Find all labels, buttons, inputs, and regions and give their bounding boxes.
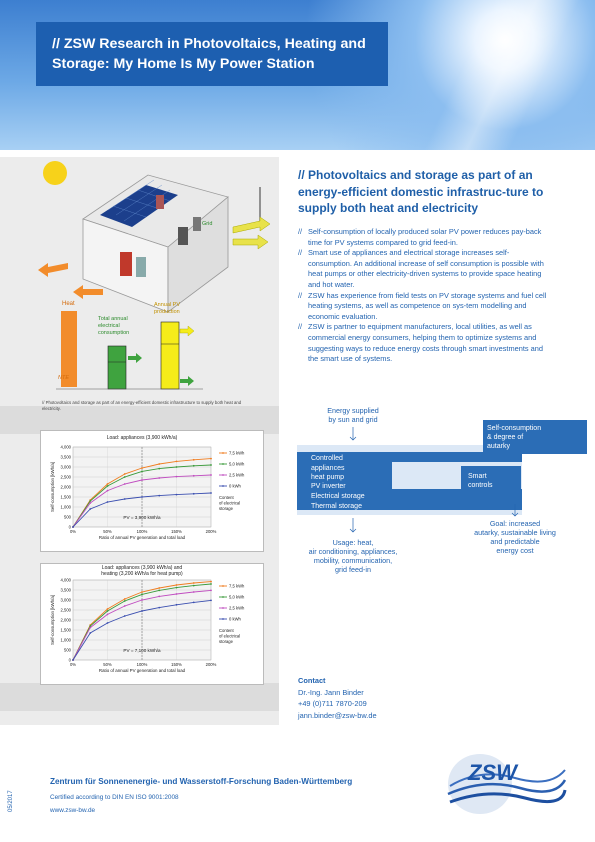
data-point (141, 594, 143, 596)
legend-label: 0 kWh (229, 616, 241, 622)
chart-2 (40, 563, 264, 685)
y-tick-label: 1,500 (60, 494, 71, 500)
legend-label: 0 kWh (229, 483, 241, 489)
data-point (158, 468, 160, 470)
usage-text-2: air conditioning, appliances, (308, 547, 398, 556)
y-tick-label: 0 (68, 657, 71, 663)
data-point (72, 659, 74, 661)
data-point (158, 495, 160, 497)
x-tick-label: 50% (103, 662, 112, 667)
x-tick-label: 0% (69, 662, 77, 667)
y-tick-label: 3,000 (60, 464, 71, 470)
y-axis-label: Self-consumption [kWh/a] (50, 594, 55, 646)
footer-web[interactable]: www.zsw-bw.de (50, 807, 96, 814)
house-illustration (28, 157, 279, 395)
x-tick-label: 0% (69, 529, 77, 534)
legend-label: 7,5 kWh (229, 450, 245, 456)
stripe (0, 683, 279, 711)
data-point (141, 467, 143, 469)
data-point (89, 627, 91, 629)
chart-1 (40, 430, 264, 552)
data-point (176, 584, 178, 586)
goal-text-2: autarky, sustainable living (474, 528, 556, 537)
pv-annotation: PV = 7,100 kWh/a (123, 648, 161, 653)
nte-label: NTE (58, 375, 69, 381)
footer-cert: Certified according to DIN EN ISO 9001:2008 (50, 794, 179, 801)
box-item: heat pump (311, 474, 345, 481)
flow-diagram (280, 400, 595, 590)
box-item: Electrical storage (311, 493, 365, 500)
legend-title: storage (219, 506, 233, 511)
smart-controls-text-1: Smart (468, 473, 487, 480)
zsw-logo (440, 748, 570, 820)
contact-name: Dr.-Ing. Jann Binder (298, 687, 364, 697)
data-point (158, 477, 160, 479)
contact-email[interactable]: jann.binder@zsw-bw.de (298, 710, 377, 720)
data-point (72, 526, 74, 528)
data-point (124, 600, 126, 602)
y-tick-label: 2,000 (60, 484, 71, 490)
x-axis-label: Ratio of annual PV generation and total load (98, 535, 186, 540)
data-point (210, 492, 212, 494)
heat-pump-icon (120, 252, 132, 276)
bullet-text: Smart use of appliances and electrical storage increases self-consumption. An additional increase of self consumption is possible with heat pumps or other electricity-driven systems to provide space heating and hot water. (308, 248, 544, 289)
bullet-mark: // (298, 290, 303, 300)
data-point (176, 593, 178, 595)
data-point (158, 587, 160, 589)
data-point (141, 471, 143, 473)
x-tick-label: 200% (205, 662, 217, 667)
bullet-mark: // (298, 248, 303, 258)
legend-marker (222, 485, 224, 487)
bullet-mark: // (298, 322, 303, 332)
data-point (141, 591, 143, 593)
x-axis-label: Ratio of annual PV generation and total load (98, 668, 186, 673)
x-tick-label: 150% (171, 662, 182, 667)
self-consumption-text-2: & degree of (487, 434, 524, 441)
legend-title: Content (219, 495, 234, 500)
grid-label: Grid (202, 221, 213, 227)
legend-marker (222, 452, 224, 454)
data-point (124, 598, 126, 600)
data-point (141, 479, 143, 481)
consumption-bar (108, 346, 126, 389)
data-point (141, 496, 143, 498)
goal-text-1: Goal: increased (489, 519, 541, 528)
data-point (176, 604, 178, 606)
data-point (193, 591, 195, 593)
data-point (107, 490, 109, 492)
illustration-caption: // Photovoltaics and storage as part of an energy-efficient domestic infrastructure to supply both heat and electricity. (42, 400, 242, 411)
bullet-text: Self-consumption of locally produced solar PV power reduces pay-back time for PV systems compared to grid feed-in. (308, 227, 542, 247)
logo-text: ZSW (468, 760, 517, 785)
smart-controls-text-2: controls (468, 482, 493, 489)
data-point (107, 622, 109, 624)
data-point (107, 610, 109, 612)
contact-phone[interactable]: +49 (0)711 7870-209 (298, 699, 367, 708)
x-tick-label: 100% (136, 529, 148, 534)
data-point (124, 615, 126, 617)
data-point (176, 461, 178, 463)
bullet-mark: // (298, 227, 303, 236)
y-tick-label: 2,000 (60, 617, 71, 623)
bullet-text: ZSW is partner to equipment manufacturers, local utilities, as well as commercial energy consumers, helping them to optimize systems and suggesting ways to reduce energy costs through smart investments and the smart use of systems. (308, 322, 543, 364)
arrow-icon (233, 217, 270, 233)
contact-block (298, 675, 448, 721)
x-tick-label: 100% (136, 662, 148, 667)
section-heading: // Photovoltaics and storage as part of an energy-efficient domestic infrastruc-ture to supply both heat and electricity (298, 168, 544, 215)
data-point (176, 476, 178, 478)
total-label: Total annual electrical consumption (98, 316, 130, 336)
arrow-icon (180, 326, 194, 336)
data-point (193, 493, 195, 495)
legend-marker (222, 585, 224, 587)
legend-marker (222, 463, 224, 465)
bullet-item (298, 291, 548, 323)
data-point (107, 483, 109, 485)
data-point (210, 590, 212, 592)
y-tick-label: 3,000 (60, 597, 71, 603)
usage-text-3: mobility, communication, (313, 556, 393, 565)
data-point (193, 459, 195, 461)
data-point (158, 590, 160, 592)
house-svg (28, 157, 279, 395)
y-tick-label: 3,500 (60, 587, 71, 593)
usage-text-4: grid feed-in (335, 565, 371, 574)
data-point (89, 500, 91, 502)
goal-text-4: energy cost (496, 546, 534, 555)
data-point (176, 494, 178, 496)
data-point (124, 476, 126, 478)
sun-icon (43, 161, 67, 185)
legend-label: 7,5 kWh (229, 583, 245, 589)
legend-marker (222, 618, 224, 620)
chart-title: heating (3,200 kWh/a for heat pump) (101, 571, 183, 577)
data-point (141, 610, 143, 612)
arrow-icon (233, 235, 268, 249)
y-tick-label: 4,000 (60, 577, 71, 583)
data-point (124, 605, 126, 607)
legend-label: 2,5 kWh (229, 605, 245, 611)
legend-label: 2,5 kWh (229, 472, 245, 478)
y-tick-label: 1,000 (60, 637, 71, 643)
arrow-icon (38, 263, 68, 277)
data-point (176, 587, 178, 589)
data-point (210, 458, 212, 460)
chimney-icon (156, 195, 164, 209)
box-item: PV inverter (311, 483, 346, 490)
data-point (124, 483, 126, 485)
usage-text-1: Usage: heat, (332, 538, 374, 547)
y-tick-label: 1,500 (60, 627, 71, 633)
data-point (210, 581, 212, 583)
arrow-icon (180, 376, 194, 386)
bullet-list (298, 227, 548, 365)
x-tick-label: 200% (205, 529, 217, 534)
y-tick-label: 500 (64, 514, 71, 520)
box-item: Thermal storage (311, 503, 362, 510)
bullet-item (298, 322, 548, 364)
data-point (124, 498, 126, 500)
data-point (141, 599, 143, 601)
smart-controls-box (461, 466, 521, 496)
legend-title: of electrical (219, 500, 241, 506)
data-point (107, 608, 109, 610)
footer-org: Zentrum für Sonnenenergie- und Wasserstoff-Forschung Baden-Württemberg (50, 777, 353, 786)
x-tick-label: 150% (171, 529, 182, 534)
goal-text-3: and predictable (490, 537, 540, 546)
chart-2-svg (41, 564, 263, 684)
arrow-icon (73, 285, 103, 299)
y-tick-label: 3,500 (60, 454, 71, 460)
bullet-item (298, 248, 548, 290)
self-consumption-text-3: autarky (487, 443, 510, 450)
data-point (158, 463, 160, 465)
legend-label: 5,0 kWh (229, 461, 245, 467)
bullet-item (298, 227, 548, 248)
y-tick-label: 1,000 (60, 504, 71, 510)
data-point (124, 473, 126, 475)
data-point (193, 582, 195, 584)
pv-label: Annual PV production (154, 302, 180, 315)
data-point (193, 465, 195, 467)
top-label-2: by sun and grid (328, 415, 378, 424)
data-point (158, 596, 160, 598)
data-point (210, 474, 212, 476)
legend-title: of electrical (219, 633, 241, 639)
light-ray (380, 0, 595, 150)
box-item: appliances (311, 465, 345, 472)
chart-title: Load: appliances (3,900 kWh/a) (106, 435, 178, 441)
y-tick-label: 0 (68, 524, 71, 530)
page-title: // ZSW Research in Photovoltaics, Heating and Storage: My Home Is My Power Station (52, 36, 366, 72)
data-point (89, 632, 91, 634)
data-point (193, 475, 195, 477)
data-point (89, 502, 91, 504)
arrow-icon (128, 353, 142, 363)
data-point (176, 466, 178, 468)
contact-title: Contact (298, 676, 326, 685)
storage-icon (178, 227, 188, 245)
data-point (107, 501, 109, 503)
legend-title: storage (219, 639, 233, 644)
header-banner (0, 0, 595, 150)
y-tick-label: 4,000 (60, 444, 71, 450)
legend-label: 5,0 kWh (229, 594, 245, 600)
x-tick-label: 50% (103, 529, 112, 534)
data-point (210, 464, 212, 466)
y-tick-label: 2,500 (60, 607, 71, 613)
bullet-text: ZSW has experience from field tests on PV storage systems and fuel cell heating systems, as well as competence on sys-tem modelling and economic evaluation. (308, 290, 547, 321)
data-point (193, 602, 195, 604)
self-consumption-text-1: Self-consumption (487, 425, 542, 432)
y-tick-label: 2,500 (60, 474, 71, 480)
legend-title: Content (219, 628, 234, 633)
data-point (107, 614, 109, 616)
data-point (89, 508, 91, 510)
data-point (210, 583, 212, 585)
chart-1-svg (41, 431, 263, 551)
top-label-1: Energy supplied (327, 406, 379, 415)
data-point (193, 585, 195, 587)
date-code: 05/2017 (8, 790, 14, 812)
y-tick-label: 500 (64, 647, 71, 653)
legend-marker (222, 474, 224, 476)
pv-bar (161, 322, 179, 389)
heat-label: Heat (62, 301, 75, 307)
legend-marker (222, 596, 224, 598)
chart-title: Load: appliances (3,900 kWh/a) and (101, 565, 183, 571)
data-point (107, 485, 109, 487)
data-point (210, 600, 212, 602)
legend-marker (222, 607, 224, 609)
box-item: Controlled (311, 455, 343, 462)
y-axis-label: Self-consumption [kWh/a] (50, 461, 55, 513)
data-point (158, 607, 160, 609)
pv-annotation: PV = 3,900 kWh/a (123, 515, 161, 520)
